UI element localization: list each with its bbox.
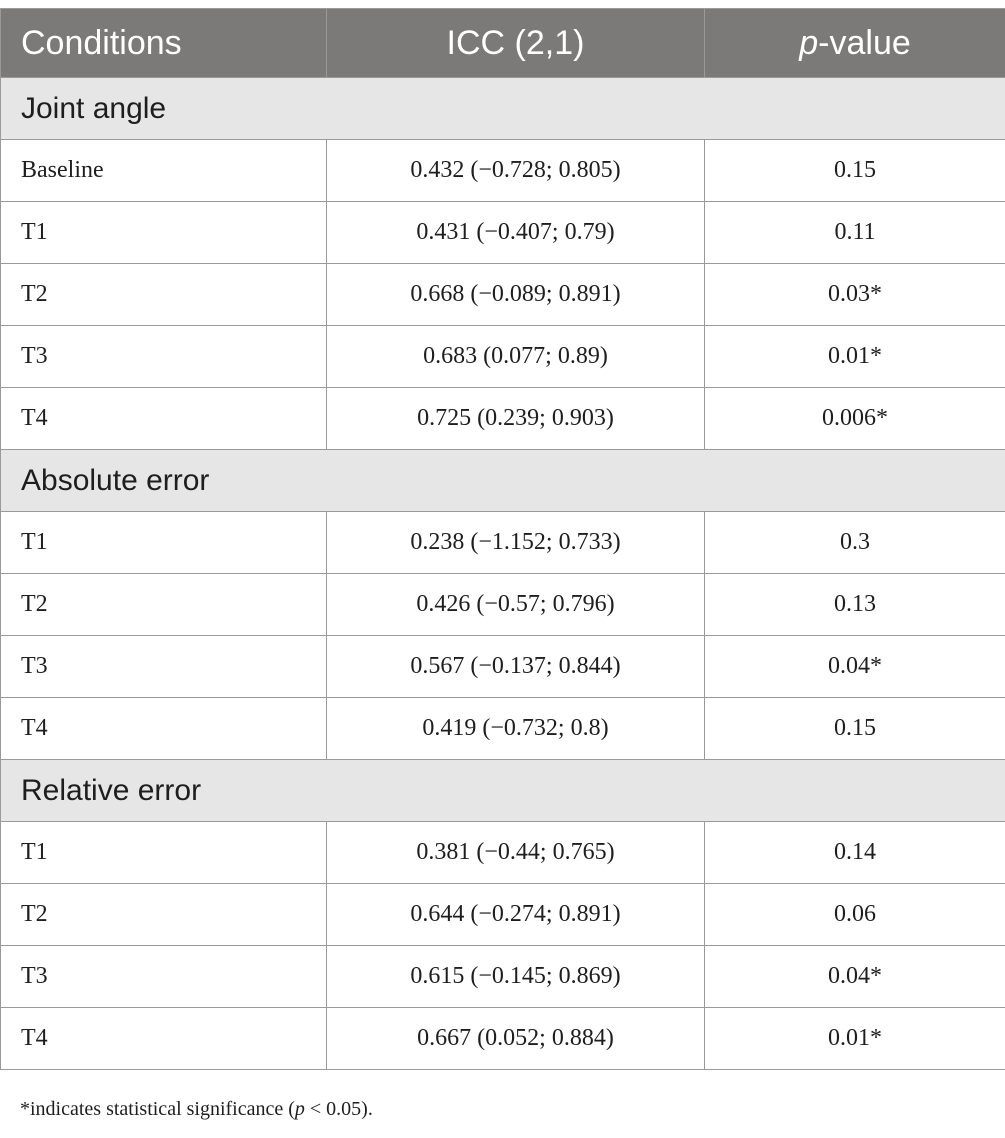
- table-row: [1, 574, 1005, 636]
- section-title: Relative error: [1, 760, 1005, 822]
- condition-cell: T2: [1, 884, 327, 946]
- condition-cell: T3: [1, 946, 327, 1008]
- footnote-p-italic: p: [294, 1098, 305, 1120]
- icc-cell: 0.432 (−0.728; 0.805): [327, 140, 705, 202]
- section-row-absolute-error: [1, 450, 1005, 512]
- p-value-cell: 0.04*: [705, 636, 1005, 698]
- condition-cell: T4: [1, 388, 327, 450]
- icc-cell: 0.419 (−0.732; 0.8): [327, 698, 705, 760]
- table-row: [1, 822, 1005, 884]
- p-value-cell: 0.01*: [705, 1008, 1005, 1070]
- icc-cell: 0.644 (−0.274; 0.891): [327, 884, 705, 946]
- table-row: [1, 698, 1005, 760]
- icc-cell: 0.567 (−0.137; 0.844): [327, 636, 705, 698]
- footnote-before: *indicates statistical significance (: [20, 1098, 295, 1120]
- condition-cell: T1: [1, 512, 327, 574]
- section-title: Joint angle: [1, 78, 1005, 140]
- icc-cell: 0.615 (−0.145; 0.869): [327, 946, 705, 1008]
- p-value-cell: 0.06: [705, 884, 1005, 946]
- p-value-cell: 0.13: [705, 574, 1005, 636]
- condition-cell: T2: [1, 574, 327, 636]
- condition-cell: T4: [1, 698, 327, 760]
- icc-cell: 0.431 (−0.407; 0.79): [327, 202, 705, 264]
- icc-cell: 0.238 (−1.152; 0.733): [327, 512, 705, 574]
- footnote: [20, 1098, 373, 1121]
- condition-cell: T2: [1, 264, 327, 326]
- table-row: [1, 388, 1005, 450]
- header-p-italic: p: [799, 23, 819, 62]
- p-value-cell: 0.15: [705, 698, 1005, 760]
- condition-cell: Baseline: [1, 140, 327, 202]
- p-value-cell: 0.15: [705, 140, 1005, 202]
- p-value-cell: 0.11: [705, 202, 1005, 264]
- footnote-after: < 0.05).: [304, 1098, 373, 1120]
- table-row: [1, 202, 1005, 264]
- header-icc: ICC (2,1): [327, 9, 705, 78]
- p-value-cell: 0.14: [705, 822, 1005, 884]
- p-value-cell: 0.006*: [705, 388, 1005, 450]
- p-value-cell: 0.3: [705, 512, 1005, 574]
- condition-cell: T3: [1, 326, 327, 388]
- table-row: [1, 140, 1005, 202]
- table-row: [1, 264, 1005, 326]
- table-row: [1, 946, 1005, 1008]
- condition-cell: T1: [1, 822, 327, 884]
- header-p-rest: -value: [818, 23, 911, 62]
- condition-cell: T4: [1, 1008, 327, 1070]
- table-row: [1, 1008, 1005, 1070]
- section-title: Absolute error: [1, 450, 1005, 512]
- p-value-cell: 0.03*: [705, 264, 1005, 326]
- icc-cell: 0.668 (−0.089; 0.891): [327, 264, 705, 326]
- section-row-relative-error: [1, 760, 1005, 822]
- header-p-value: [705, 9, 1005, 78]
- section-row-joint-angle: [1, 78, 1005, 140]
- condition-cell: T1: [1, 202, 327, 264]
- icc-cell: 0.667 (0.052; 0.884): [327, 1008, 705, 1070]
- header-conditions: Conditions: [1, 9, 327, 78]
- icc-cell: 0.725 (0.239; 0.903): [327, 388, 705, 450]
- table-row: [1, 512, 1005, 574]
- p-value-cell: 0.01*: [705, 326, 1005, 388]
- icc-table: [0, 8, 1005, 1070]
- table-row: [1, 884, 1005, 946]
- header-row: [1, 9, 1005, 78]
- icc-cell: 0.381 (−0.44; 0.765): [327, 822, 705, 884]
- icc-cell: 0.426 (−0.57; 0.796): [327, 574, 705, 636]
- p-value-cell: 0.04*: [705, 946, 1005, 1008]
- table-row: [1, 636, 1005, 698]
- table-row: [1, 326, 1005, 388]
- condition-cell: T3: [1, 636, 327, 698]
- icc-cell: 0.683 (0.077; 0.89): [327, 326, 705, 388]
